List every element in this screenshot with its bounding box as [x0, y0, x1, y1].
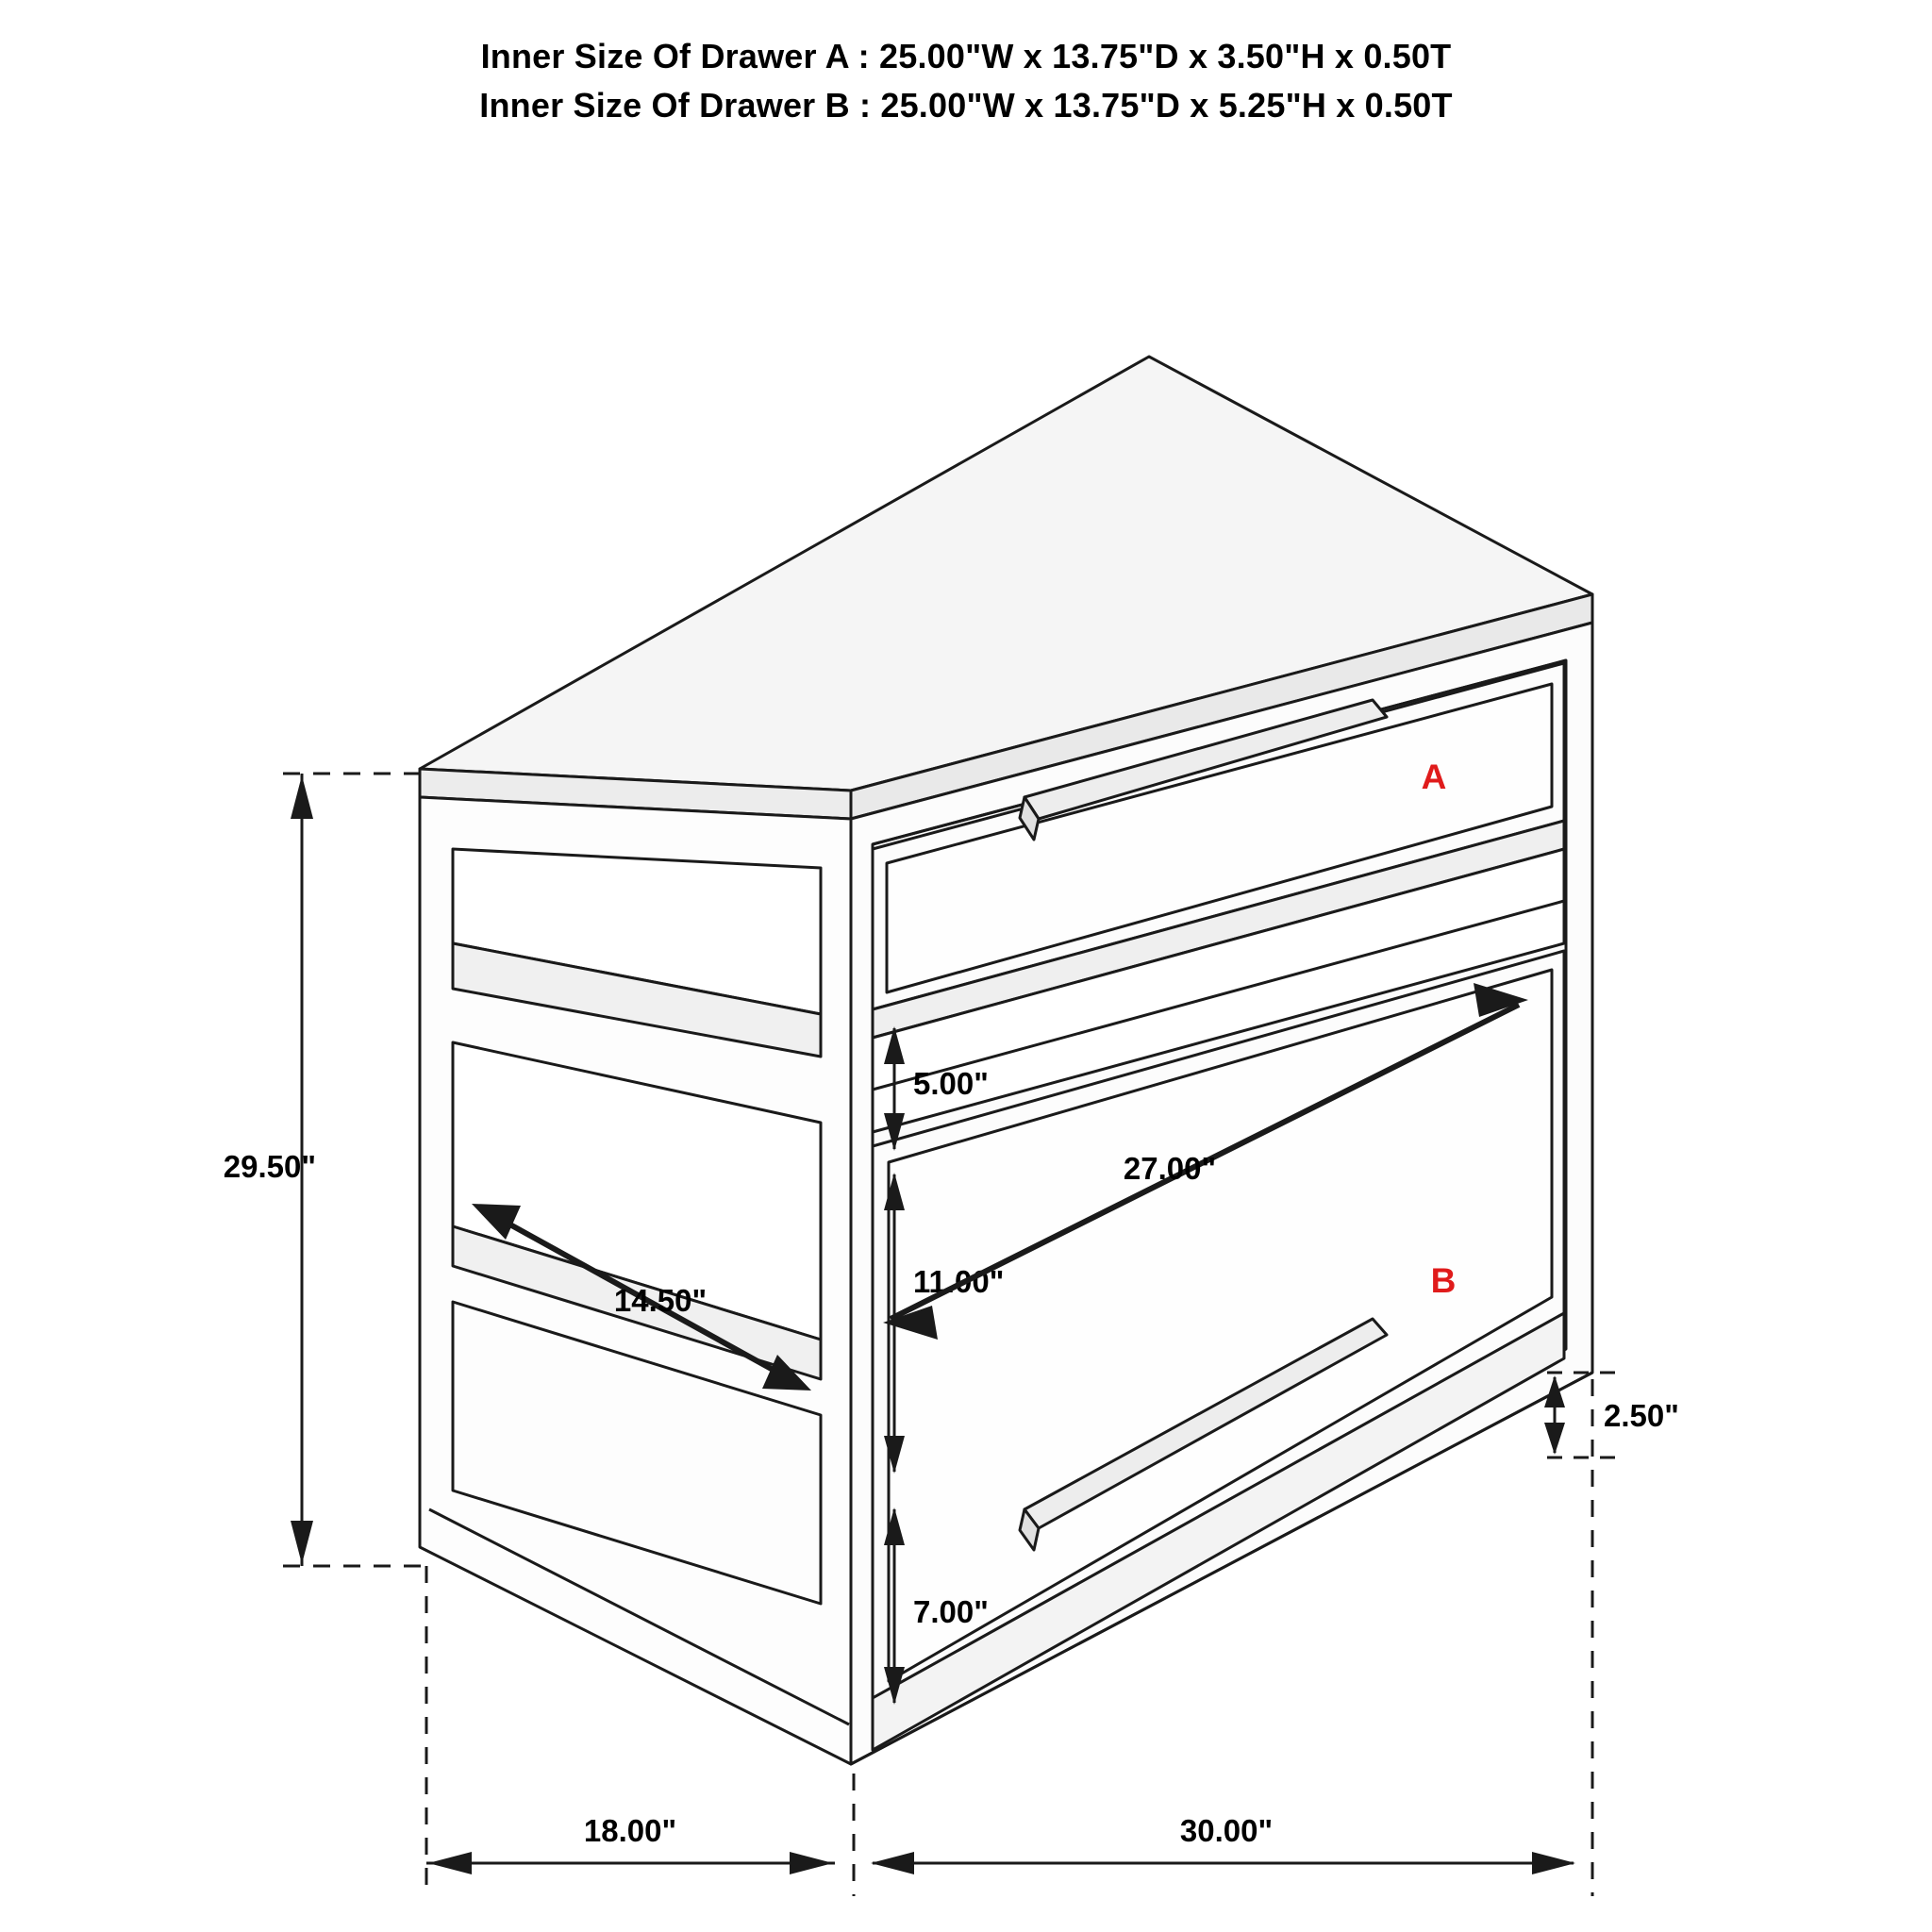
- drawer-a-inner-size-title: Inner Size Of Drawer A : 25.00"W x 13.75"D x 3.50"H x 0.50T: [480, 37, 1452, 75]
- drawer-b-letter: B: [1430, 1261, 1457, 1300]
- inner-depth-label: 14.50": [613, 1283, 708, 1318]
- arrow-width-right: [1532, 1852, 1575, 1874]
- drawer-b-opening-label: 7.00": [913, 1594, 989, 1629]
- arrow-width-left: [871, 1852, 914, 1874]
- arrow-depth-left: [428, 1852, 472, 1874]
- arrow-depth-right: [790, 1852, 833, 1874]
- width-label: 30.00": [1179, 1813, 1274, 1848]
- arrow-2_5in-down: [1544, 1423, 1565, 1455]
- overall-height-label: 29.50": [223, 1149, 316, 1184]
- cabinet-body: [420, 357, 1592, 1764]
- depth-label: 18.00": [583, 1813, 677, 1848]
- inner-width-label: 27.00": [1123, 1151, 1217, 1186]
- drawer-b-inner-size-title: Inner Size Of Drawer B : 25.00"W x 13.75"D x 5.25"H x 0.50T: [479, 86, 1453, 125]
- lower-section-label: 11.00": [913, 1264, 1005, 1299]
- base-height-label: 2.50": [1604, 1398, 1679, 1433]
- drawer-a-letter: A: [1421, 758, 1447, 796]
- arrow-height-up: [291, 775, 313, 819]
- arrow-height-down: [291, 1521, 313, 1564]
- drawer-a-opening-label: 5.00": [913, 1066, 989, 1101]
